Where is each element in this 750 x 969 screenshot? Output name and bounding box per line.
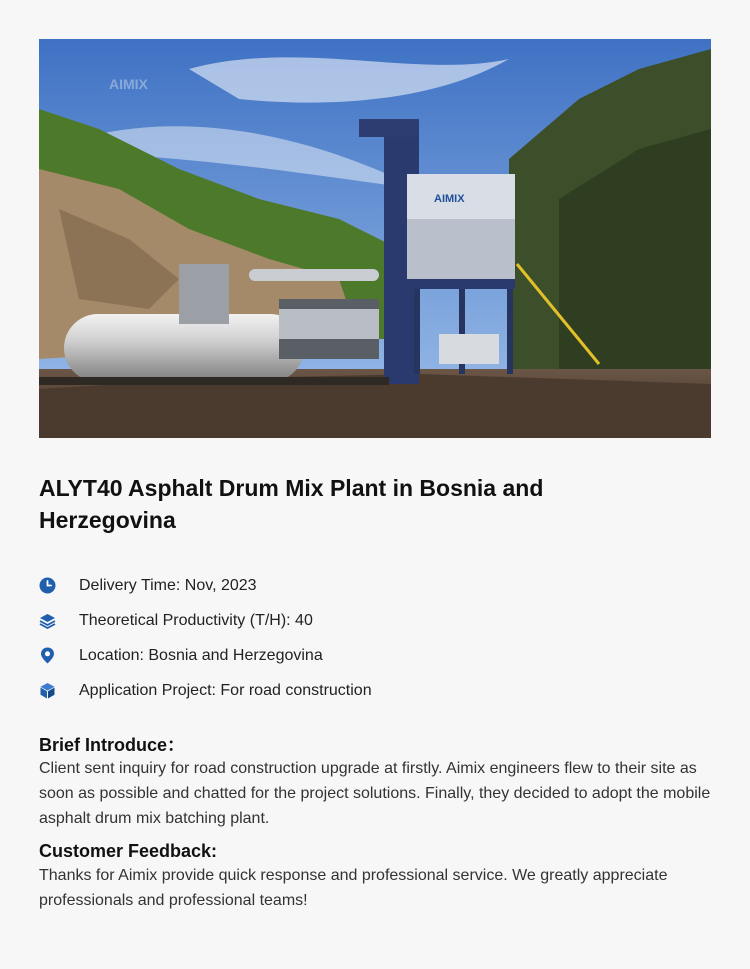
watermark-text: AIMIX	[109, 76, 148, 92]
project-photo	[39, 39, 711, 438]
tower-logo-text: AIMIX	[434, 193, 465, 205]
spec-delivery-time	[39, 568, 699, 603]
spec-text: Delivery Time: Nov, 2023	[79, 576, 257, 594]
asphalt-plant-image	[39, 39, 711, 438]
cube-icon	[39, 682, 56, 699]
layers-icon	[39, 612, 56, 629]
spec-productivity	[39, 603, 699, 638]
spec-text: Application Project: For road construction	[79, 681, 372, 699]
spec-application	[39, 673, 699, 708]
brief-introduce-heading: Brief Introduce：	[39, 735, 186, 755]
customer-feedback-heading: Customer Feedback:	[39, 841, 218, 861]
brief-introduce-text: Client sent inquiry for road construction upgrade at firstly. Aimix engineers flew to their site as soon as possible and chatted for the project solutions. Finally, they decided to adopt the mobile asphalt drum mix batching plant.	[39, 760, 711, 827]
location-pin-icon	[39, 647, 56, 664]
spec-text: Location: Bosnia and Herzegovina	[79, 646, 323, 664]
spec-text: Theoretical Productivity (T/H): 40	[79, 611, 313, 629]
customer-feedback-text: Thanks for Aimix provide quick response and professional service. We greatly appreciate professionals and professional teams!	[39, 867, 668, 909]
spec-location	[39, 638, 699, 673]
page-title: ALYT40 Asphalt Drum Mix Plant in Bosnia and Herzegovina	[39, 475, 544, 533]
spec-list	[39, 568, 699, 708]
clock-icon	[39, 577, 56, 594]
